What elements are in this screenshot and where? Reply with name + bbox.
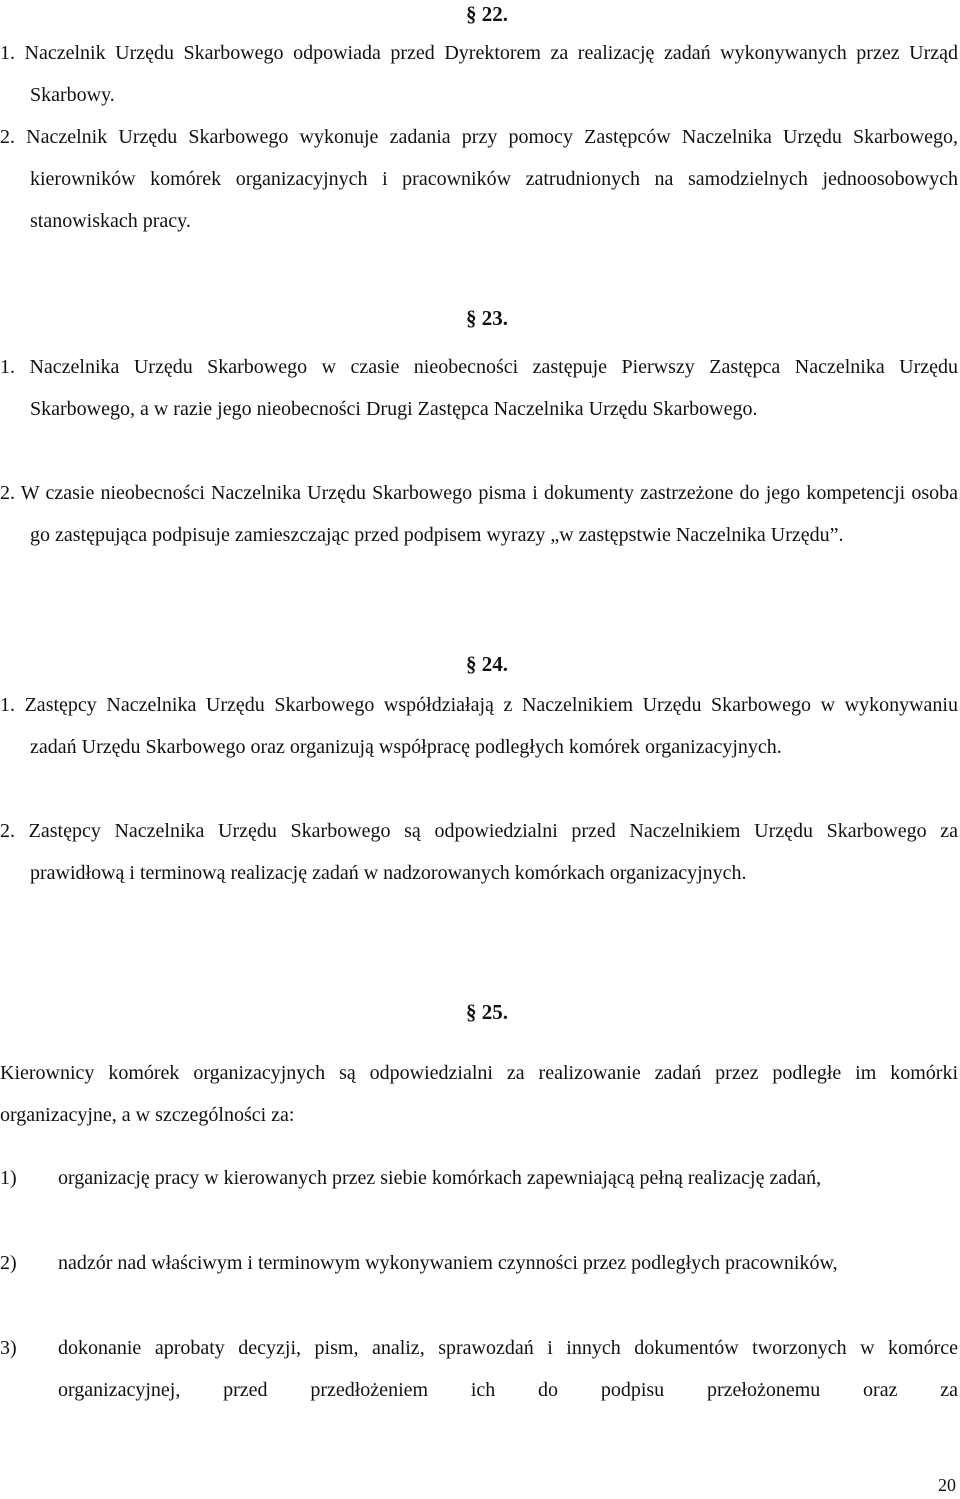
page-number: 20 [938, 1475, 956, 1495]
list-item-text: nadzór nad właściwym i terminowym wykonywaniem czynności przez podległych pracowników, [58, 1252, 838, 1274]
list-item [0, 1327, 958, 1411]
list-item [0, 1242, 958, 1284]
section-23-paragraph-2: 2. W czasie nieobecności Naczelnika Urzędu Skarbowego pisma i dokumenty zastrzeżone do jego kompetencji osoba go zastępująca podpisuje zamieszczając przed podpisem wyrazy „w zastępstwie Naczelnika Urzędu”. [0, 482, 958, 546]
section-heading-25: § 25. [466, 1000, 508, 1024]
list-item-number: 2) [0, 1252, 17, 1274]
section-24-paragraph-2: 2. Zastępcy Naczelnika Urzędu Skarbowego są odpowiedzialni przed Naczelnikiem Urzędu Skarbowego za prawidłową i terminową realizację zadań w nadzorowanych komórkach organizacyjnych. [0, 820, 958, 884]
section-22-paragraph-1: 1. Naczelnik Urzędu Skarbowego odpowiada przed Dyrektorem za realizację zadań wykonywanych przez Urząd Skarbowy. [0, 42, 958, 106]
section-22-paragraph-2: 2. Naczelnik Urzędu Skarbowego wykonuje zadania przy pomocy Zastępców Naczelnika Urzędu Skarbowego, kierowników komórek organizacyjnych i pracowników zatrudnionych na samodzielnych jednoosobowych stanowiskach pracy. [0, 126, 958, 232]
list-item-text: dokonanie aprobaty decyzji, pism, analiz, sprawozdań i innych dokumentów tworzonych w komórce organizacyjnej, przed przedłożeniem ich do podpisu przełożonemu oraz za [58, 1337, 958, 1401]
list-item-number: 1) [0, 1167, 17, 1189]
section-25-intro: Kierownicy komórek organizacyjnych są odpowiedzialni za realizowanie zadań przez podległe im komórki organizacyjne, a w szczególności za: [0, 1062, 958, 1126]
section-heading-23: § 23. [466, 306, 508, 330]
list-item-text: organizację pracy w kierowanych przez siebie komórkach zapewniającą pełną realizację zadań, [58, 1167, 822, 1189]
section-heading-24: § 24. [466, 652, 508, 676]
section-heading-22: § 22. [466, 2, 508, 26]
section-23-paragraph-1: 1. Naczelnika Urzędu Skarbowego w czasie nieobecności zastępuje Pierwszy Zastępca Naczelnika Urzędu Skarbowego, a w razie jego nieobecności Drugi Zastępca Naczelnika Urzędu Skarbowego. [0, 356, 958, 420]
list-item-number: 3) [0, 1337, 17, 1359]
section-24-paragraph-1: 1. Zastępcy Naczelnika Urzędu Skarbowego współdziałają z Naczelnikiem Urzędu Skarbowego w wykonywaniu zadań Urzędu Skarbowego oraz organizują współpracę podległych komórek organizacyjnych. [0, 694, 958, 758]
list-item [0, 1157, 958, 1199]
